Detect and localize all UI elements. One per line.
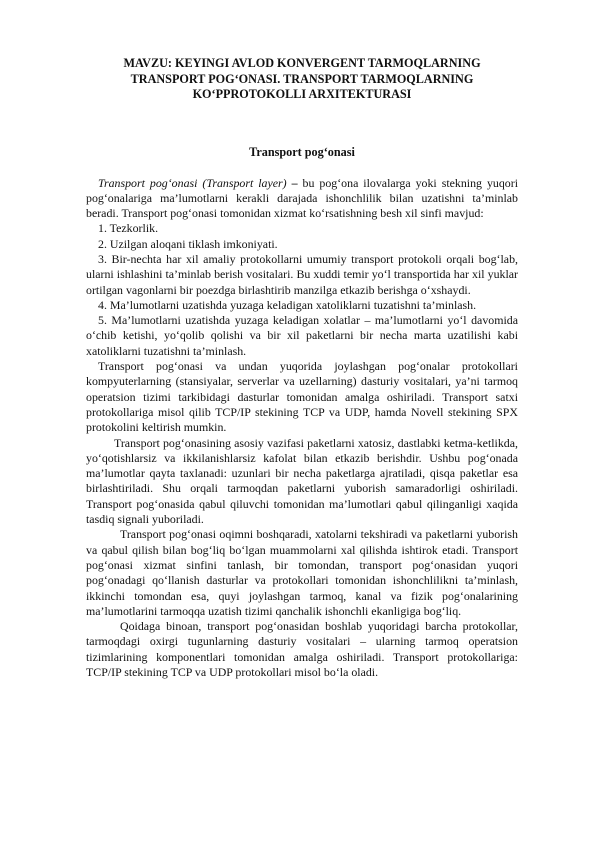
intro-text: bu pog‘ona ilovalarga yoki stekning yuqori pog‘onalariga ma’lumotlarni kerakli darajada ishonchlilik bilan uzatishni ta’minlab beradi. Transport pog‘onasi tomonidan xizmat ko‘rsatishning besh xil sinfi mavjud:: [86, 175, 518, 221]
list-item-4: 4. Ma’lumotlarni uzatishda yuzaga keladigan xatoliklarni tuzatishni ta’minlash.: [98, 297, 477, 312]
paragraph-rule: Qoidaga binoan, transport pog‘onasidan boshlab yuqoridagi barcha protokollar, tarmoqdagi oxirgi tugunlarning dasturiy vositalari – ularning tarmoq operatsion tizimlarining komponentlari tomonidan amalga oshiriladi. Transport protokollariga: TCP/IP stekining TCP va UDP protokollari misol bo‘la oladi.: [86, 619, 518, 679]
intro-term: Transport pog‘onasi (Transport layer): [98, 175, 287, 190]
list-item-5: 5. Ma’lumotlarni uzatishda yuzaga keladigan xolatlar – ma’lumotlarni yo‘l davomida o‘chib ketishi, yo‘qolib qolishi va bir xil paketlarni bir necha marta uzatilishi kabi xatoliklarni tuzatishni ta’minlash.: [86, 313, 518, 358]
paragraph-flow-control: Transport pog‘onasi oqimni boshqaradi, xatolarni tekshiradi va paketlarni yuborish va qabul qilish bilan bog‘liq bo‘lgan muammolarni xal qilishda ishtirok etadi. Transport pog‘onasi xizmat sinfini tanlash, bir tomondan, transport pog‘onasidan yuqori pog‘onadagi qo‘llanish dasturlar va protokollari tomonidan ishonchlilikni ta’minlash, ikkinchi tomondan esa, quyi joylashgan tarmoq, kanal va fizik pog‘onalarining ma’lumotlarini tarmoqqa uzatish tizimi qanchalik ishonchli ekanligiga bog‘liq.: [86, 527, 518, 618]
section-title: Transport pog‘onasi: [249, 144, 355, 159]
list-item-3: 3. Bir-nechta har xil amaliy protokollarni umumiy transport protokoli orqali bog‘lab, ularni ishlashini ta’minlab berish vositalari. Bu xuddi temir yo‘l transportida har xil yuklar ortilgan vagonlarni bir poezdga birlashtirib manzilga etkazib berishga o‘xshaydi.: [86, 251, 518, 297]
title-line-2: TRANSPORT POG‘ONASI. TRANSPORT TARMOQLARNING: [130, 71, 474, 86]
paragraph-main-task: Transport pog‘onasining asosiy vazifasi paketlarni xatosiz, dastlabki ketma-ketlikda, yo‘qotishlarsiz va ikkilanishlarsiz kafolat bilan etkazib berishdir. Ushbu pog‘onada ma’lumotlar qayta taxlanadi: uzunlari bir necha paketlarga ajratiladi, qisqa paketlar esa birlashtiriladi. Shu orqali tarmoqdan paketlarni yuborish samaradorligi oshiriladi. Transport pog‘onasida qabul qiluvchi tomonidan ma’lumotlari qabul qilinganligi xaqida tasdiq signali yuboriladi.: [86, 435, 518, 527]
title-line-1: MAVZU: KEYINGI AVLOD KONVERGENT TARMOQLARNING: [123, 56, 481, 70]
intro-dash: –: [286, 175, 303, 190]
page-title: [86, 56, 518, 103]
intro-paragraph: [86, 176, 518, 222]
list-item-2: 2. Uzilgan aloqani tiklash imkoniyati.: [98, 236, 278, 251]
paragraph-protocols: Transport pog‘onasi va undan yuqorida joylashgan pog‘onalar protokollari kompyuterlarning (stansiyalar, serverlar va uzellarning) dasturiy vositalari, ya’ni tarmoq operatsion tizimi tarkibidagi dasturlar tomonidan amalga oshiriladi. Transport satxi protokollariga misol qilib TCP/IP stekining TCP va UDP, hamda Novell stekining SPX protokolini keltirish mumkin.: [86, 359, 518, 435]
title-line-3: KO‘PPROTOKOLLI ARXITEKTURASI: [192, 87, 412, 101]
list-item-1: 1. Tezkorlik.: [98, 221, 159, 236]
